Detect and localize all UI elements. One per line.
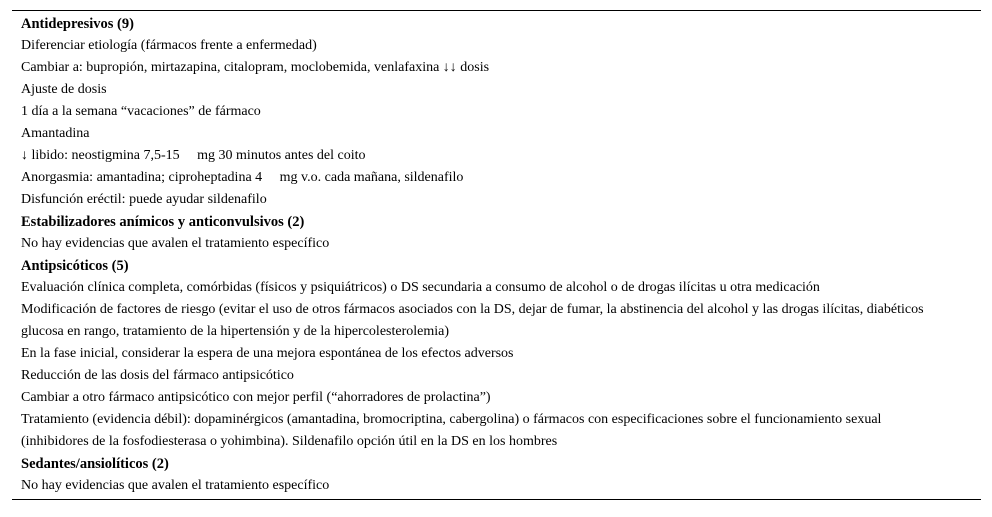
table-row: Amantadina — [21, 126, 90, 141]
table-row: Disfunción eréctil: puede ayudar sildenafilo — [21, 192, 267, 207]
treatment-table — [12, 10, 981, 500]
table-row: No hay evidencias que avalen el tratamiento específico — [21, 478, 330, 493]
table-row: 1 día a la semana “vacaciones” de fármaco — [21, 104, 261, 119]
table-row: Cambiar a: bupropión, mirtazapina, citalopram, moclobemida, venlafaxina ↓↓ dosis — [21, 60, 490, 75]
table-row: Ajuste de dosis — [21, 82, 107, 97]
section-heading-antipsicoticos: Antipsicóticos (5) — [21, 258, 129, 274]
table-row: Evaluación clínica completa, comórbidas (físicos y psiquiátricos) o DS secundaria a consumo de alcohol o de drogas ilícitas u otra medicación — [21, 280, 820, 295]
table-row: Tratamiento (evidencia débil): dopaminérgicos (amantadina, bromocriptina, cabergolina) o fármacos con especificaciones sobre el funcionamiento sexual (inhibidores de la fosfodiesterasa o yohimbina). Sildenafilo opción útil en la DS en los hombres — [21, 412, 882, 449]
table-row: En la fase inicial, considerar la espera de una mejora espontánea de los efectos adversos — [21, 346, 514, 361]
table-row: Diferenciar etiología (fármacos frente a enfermedad) — [21, 38, 317, 53]
table-row: Modificación de factores de riesgo (evitar el uso de otros fármacos asociados con la DS, dejar de fumar, la abstinencia del alcohol y las drogas ilícitas, diabéticos glucosa en rango, tratamiento de la hipertensión y de la hipercolesterolemia) — [21, 302, 924, 339]
table-row: Cambiar a otro fármaco antipsicótico con mejor perfil (“ahorradores de prolactina”) — [21, 390, 491, 405]
section-heading-estabilizadores: Estabilizadores anímicos y anticonvulsivos (2) — [21, 214, 305, 230]
table-row: No hay evidencias que avalen el tratamiento específico — [21, 236, 330, 251]
table-row: Reducción de las dosis del fármaco antipsicótico — [21, 368, 294, 383]
table-row: ↓ libido: neostigmina 7,5-15 mg 30 minutos antes del coito — [21, 148, 366, 163]
section-heading-sedantes: Sedantes/ansiolíticos (2) — [21, 456, 169, 472]
table-row: Anorgasmia: amantadina; ciproheptadina 4 mg v.o. cada mañana, sildenafilo — [21, 170, 464, 185]
section-heading-antidepresivos: Antidepresivos (9) — [21, 16, 134, 32]
